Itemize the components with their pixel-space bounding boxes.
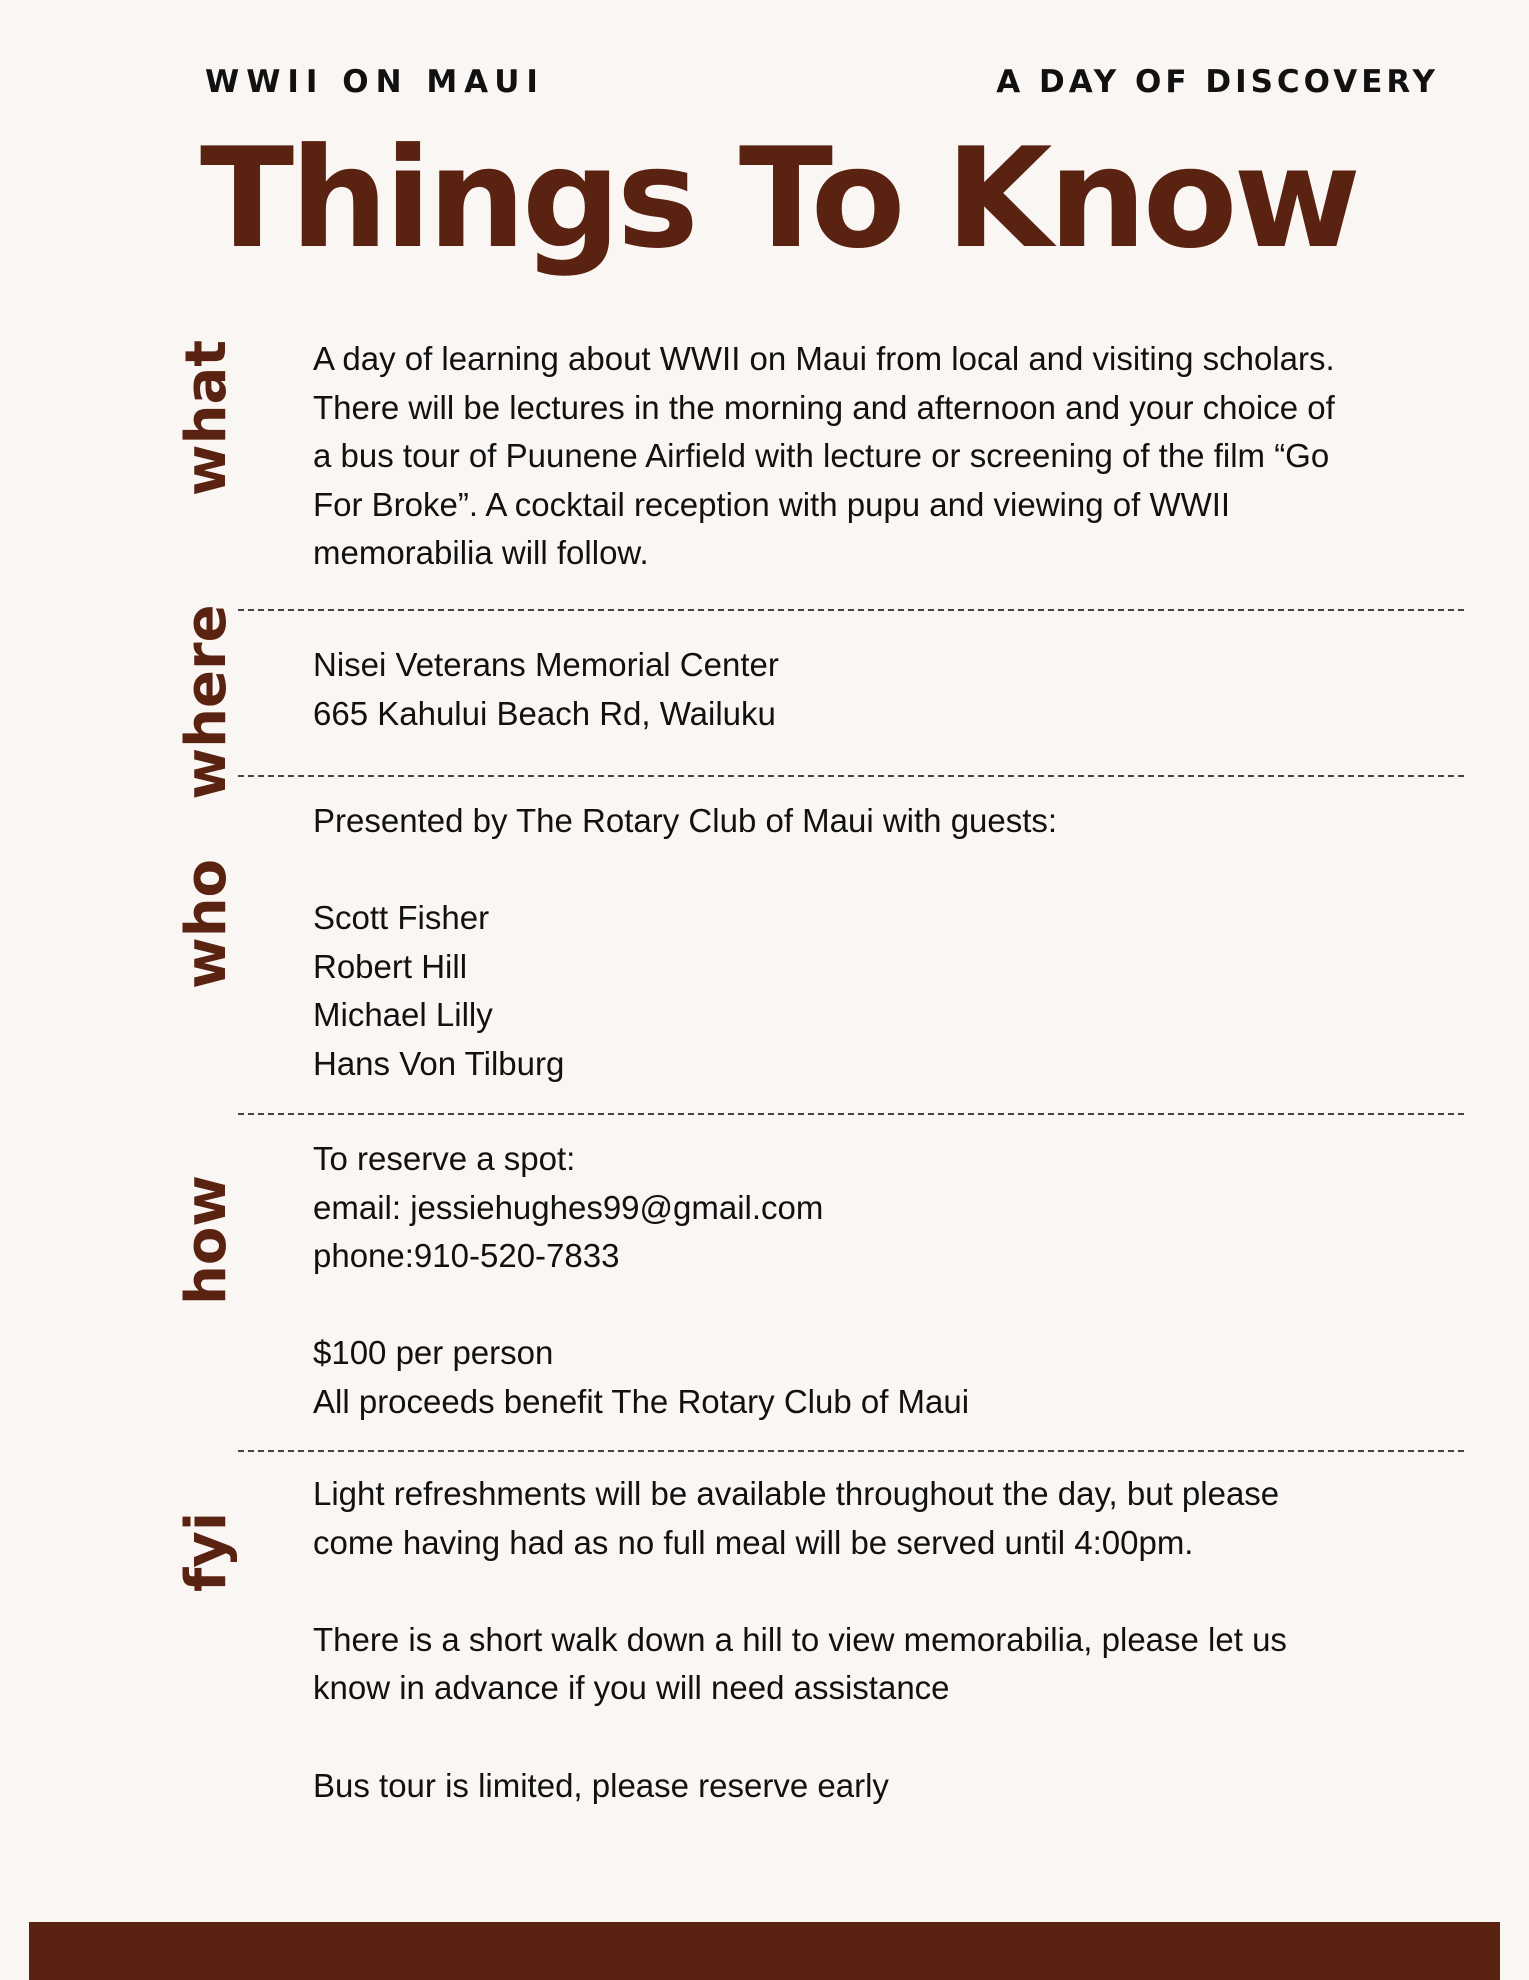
- who-intro: Presented by The Rotary Club of Maui with guests:: [313, 802, 1058, 839]
- what-line: There will be lectures in the morning and afternoon and your choice of: [313, 388, 1335, 426]
- who-label: who: [174, 858, 239, 990]
- what-text: [313, 335, 1463, 578]
- how-label: how: [174, 1174, 239, 1306]
- event-kicker: WWII ON MAUI: [205, 64, 545, 100]
- what-line: For Broke”. A cocktail reception with pupu and viewing of WWII: [313, 485, 1231, 523]
- tagline-kicker: A DAY OF DISCOVERY: [996, 64, 1439, 100]
- reserve-line: To reserve a spot:: [313, 1140, 576, 1177]
- price-line: $100 per person: [313, 1334, 554, 1372]
- venue-name: Nisei Veterans Memorial Center: [313, 646, 779, 683]
- guest-name: Scott Fisher: [313, 899, 490, 937]
- fyi-label: fyi: [174, 1511, 239, 1593]
- fyi-text: [313, 1470, 1463, 1810]
- contact-phone: phone:910-520-7833: [313, 1237, 620, 1275]
- what-line: memorabilia will follow.: [313, 534, 649, 572]
- guest-name: Robert Hill: [313, 947, 468, 985]
- fyi-line: Bus tour is limited, please reserve early: [313, 1766, 889, 1804]
- fyi-line: Light refreshments will be available throughout the day, but please: [313, 1475, 1280, 1512]
- who-text: [313, 797, 1463, 1089]
- venue-address: 665 Kahului Beach Rd, Wailuku: [313, 694, 776, 732]
- where-text: [313, 641, 1463, 738]
- footer-bar: [29, 1922, 1500, 1980]
- guest-name: Michael Lilly: [313, 996, 493, 1034]
- where-label: where: [174, 604, 239, 800]
- section-divider: [238, 609, 1464, 611]
- section-divider: [238, 775, 1464, 777]
- contact-email: email: jessiehughes99@gmail.com: [313, 1188, 824, 1226]
- what-label: what: [174, 339, 239, 497]
- how-text: [313, 1135, 1463, 1427]
- section-divider: [238, 1113, 1464, 1115]
- fyi-line: know in advance if you will need assistance: [313, 1669, 950, 1707]
- what-line: A day of learning about WWII on Maui from local and visiting scholars.: [313, 340, 1335, 377]
- page-title: Things To Know: [200, 118, 1358, 279]
- guest-name: Hans Von Tilburg: [313, 1044, 565, 1082]
- proceeds-line: All proceeds benefit The Rotary Club of Maui: [313, 1382, 970, 1420]
- section-divider: [238, 1450, 1464, 1452]
- what-line: a bus tour of Puunene Airfield with lecture or screening of the film “Go: [313, 437, 1330, 475]
- fyi-line: come having had as no full meal will be served until 4:00pm.: [313, 1523, 1194, 1561]
- fyi-line: There is a short walk down a hill to view memorabilia, please let us: [313, 1620, 1287, 1658]
